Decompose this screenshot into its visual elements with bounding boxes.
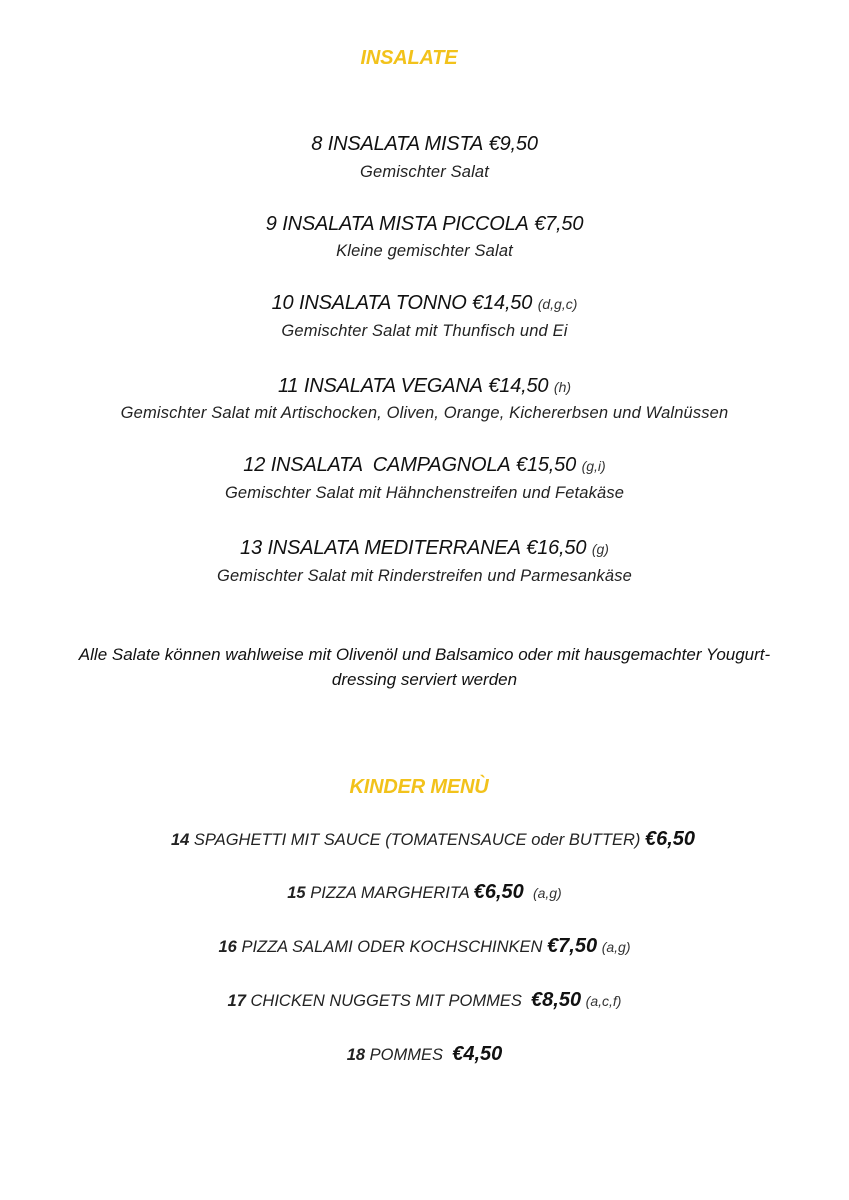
- menu-item-name: PIZZA SALAMI ODER KOCHSCHINKEN: [241, 938, 543, 956]
- kinder-item-14: [0, 828, 849, 851]
- menu-item-name: PIZZA MARGHERITA: [310, 884, 470, 902]
- kinder-item-17: [0, 989, 849, 1012]
- menu-item-price: €14,50: [472, 292, 533, 314]
- menu-item-name: INSALATA MEDITERRANEA: [267, 537, 521, 559]
- menu-item-11-description: Gemischter Salat mit Artischocken, Oliven, Orange, Kichererbsen und Walnüssen: [120, 404, 729, 422]
- menu-item-name: INSALATA MISTA: [327, 133, 484, 155]
- menu-item-number: 8: [311, 133, 323, 155]
- menu-item-number: 18: [346, 1046, 366, 1064]
- menu-item-number: 14: [170, 831, 190, 849]
- section-title-insalate: INSALATE: [360, 47, 458, 69]
- menu-item-price: €14,50: [488, 375, 549, 397]
- menu-item-13-title: [0, 537, 849, 560]
- menu-item-allergens: (a,g): [532, 885, 562, 901]
- menu-item-number: 12: [243, 454, 266, 476]
- menu-item-allergens: (g,i): [581, 458, 606, 474]
- menu-item-number: 11: [277, 375, 299, 397]
- menu-item-allergens: (a,c,f): [585, 993, 622, 1009]
- menu-item-name: INSALATA TONNO: [299, 292, 467, 314]
- menu-item-number: 15: [287, 884, 306, 902]
- menu-item-11-title: [0, 375, 849, 398]
- kinder-item-15: [0, 881, 849, 904]
- salad-dressing-note: Alle Salate können wahlweise mit Olivenöl und Balsamico oder mit hausgemachter Yougurt- dressing serviert werden: [78, 645, 771, 689]
- menu-item-number: 17: [227, 992, 246, 1010]
- menu-item-name: CHICKEN NUGGETS MIT POMMES: [250, 992, 527, 1010]
- menu-item-name: POMMES: [369, 1046, 448, 1064]
- menu-item-name: SPAGHETTI MIT SAUCE (TOMATENSAUCE oder BUTTER): [193, 831, 641, 849]
- menu-item-number: 10: [271, 292, 294, 314]
- menu-item-number: 16: [218, 938, 237, 956]
- menu-item-price: €7,50: [534, 213, 584, 235]
- menu-item-10-description: Gemischter Salat mit Thunfisch und Ei: [281, 322, 568, 340]
- menu-item-10-title: [0, 292, 849, 315]
- menu-item-8-description: Gemischter Salat: [360, 163, 489, 181]
- menu-item-price: €15,50: [516, 454, 577, 476]
- menu-item-price: €16,50: [526, 537, 587, 559]
- menu-item-allergens: (g): [591, 541, 609, 557]
- menu-item-13-description: Gemischter Salat mit Rinderstreifen und Parmesankäse: [217, 567, 632, 585]
- menu-item-name: INSALATA MISTA PICCOLA: [282, 213, 529, 235]
- menu-item-allergens: (h): [553, 379, 572, 395]
- menu-item-8-title: [0, 133, 849, 156]
- menu-item-price: €9,50: [488, 133, 538, 155]
- kinder-item-16: [0, 935, 849, 958]
- menu-item-12-description: Gemischter Salat mit Hähnchenstreifen und Fetakäse: [224, 484, 625, 502]
- menu-item-price: €6,50: [644, 828, 696, 850]
- menu-item-name: INSALATA VEGANA: [303, 375, 483, 397]
- menu-item-12-title: [0, 454, 849, 477]
- section-title-kinder-menu: KINDER MENÙ: [349, 776, 489, 798]
- menu-item-price: €8,50: [531, 989, 582, 1011]
- menu-item-price: €6,50: [473, 881, 524, 903]
- menu-item-9-description: Kleine gemischter Salat: [336, 242, 513, 260]
- menu-item-number: 13: [240, 537, 262, 559]
- menu-item-allergens: (d,g,c): [537, 296, 578, 312]
- menu-item-allergens: (a,g): [601, 939, 631, 955]
- kinder-item-18: [0, 1043, 849, 1066]
- menu-item-9-title: [0, 213, 849, 236]
- menu-item-name: INSALATA CAMPAGNOLA: [270, 454, 511, 476]
- menu-item-price: €4,50: [452, 1043, 503, 1065]
- menu-item-price: €7,50: [547, 935, 598, 957]
- menu-item-number: 9: [265, 213, 277, 235]
